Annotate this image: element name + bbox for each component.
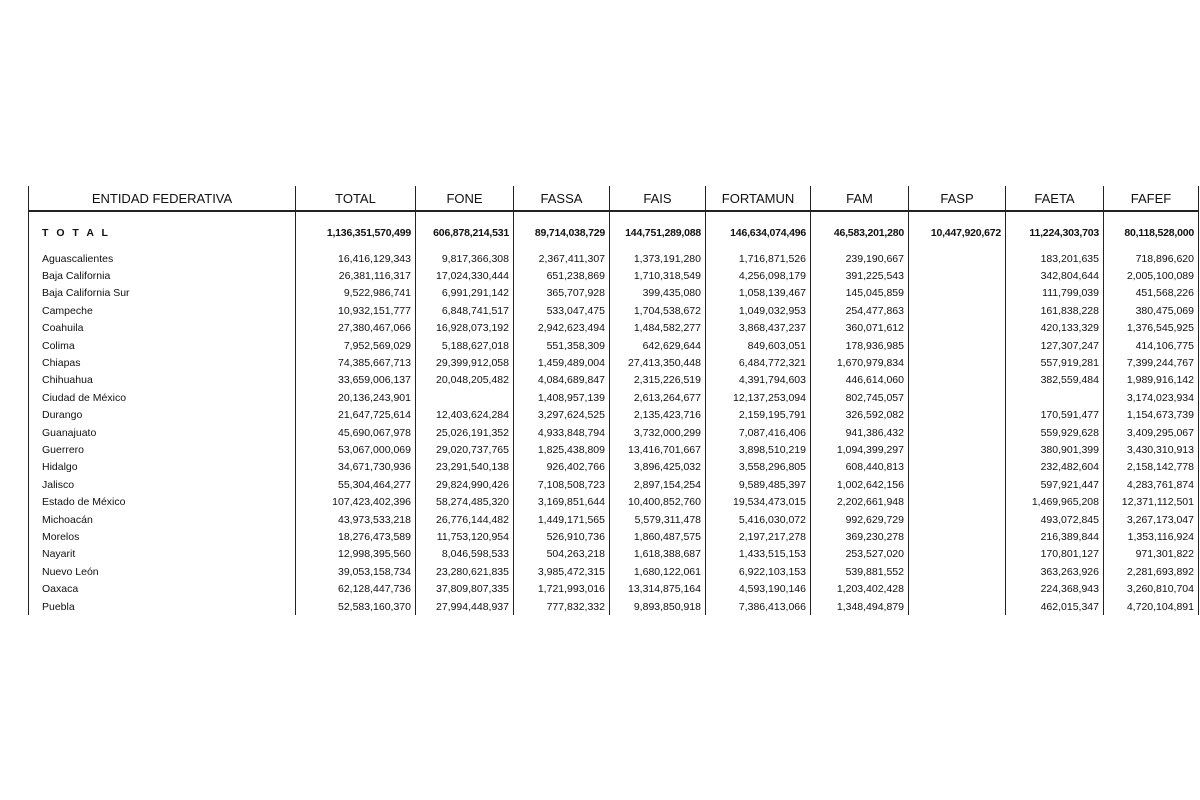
table-row [29, 563, 1199, 580]
value-cell: 9,589,485,397 [706, 476, 811, 493]
state-name-cell: Colima [29, 337, 296, 354]
state-name-cell: Nuevo León [29, 563, 296, 580]
value-cell: 4,391,794,603 [706, 372, 811, 389]
value-cell: 557,919,281 [1006, 354, 1104, 371]
value-cell: 3,868,437,237 [706, 320, 811, 337]
table-row [29, 528, 1199, 545]
value-cell: 1,433,515,153 [706, 546, 811, 563]
value-cell: 1,353,116,924 [1104, 528, 1199, 545]
value-cell: 20,048,205,482 [416, 372, 514, 389]
value-cell: 254,477,863 [811, 302, 909, 319]
value-cell: 446,614,060 [811, 372, 909, 389]
state-name-cell: Chihuahua [29, 372, 296, 389]
total-cell: 10,447,920,672 [909, 222, 1006, 244]
header-row [29, 186, 1199, 211]
value-cell: 111,799,039 [1006, 285, 1104, 302]
value-cell: 2,202,661,948 [811, 493, 909, 510]
state-name-cell: Campeche [29, 302, 296, 319]
state-name-cell: Jalisco [29, 476, 296, 493]
col-header-fam: FAM [811, 186, 909, 211]
value-cell: 43,973,533,218 [296, 511, 416, 528]
value-cell: 2,197,217,278 [706, 528, 811, 545]
total-cell: 46,583,201,280 [811, 222, 909, 244]
value-cell: 145,045,859 [811, 285, 909, 302]
value-cell: 1,484,582,277 [610, 320, 706, 337]
total-cell: 144,751,289,088 [610, 222, 706, 244]
value-cell: 20,136,243,901 [296, 389, 416, 406]
value-cell: 971,301,822 [1104, 546, 1199, 563]
value-cell [909, 511, 1006, 528]
value-cell: 183,201,635 [1006, 250, 1104, 267]
state-name-cell: Hidalgo [29, 459, 296, 476]
value-cell: 1,670,979,834 [811, 354, 909, 371]
value-cell: 2,897,154,254 [610, 476, 706, 493]
value-cell: 253,527,020 [811, 546, 909, 563]
value-cell: 29,824,990,426 [416, 476, 514, 493]
state-name-cell: Guerrero [29, 441, 296, 458]
table-row [29, 407, 1199, 424]
value-cell: 608,440,813 [811, 459, 909, 476]
value-cell: 992,629,729 [811, 511, 909, 528]
value-cell [909, 267, 1006, 284]
value-cell: 12,371,112,501 [1104, 493, 1199, 510]
value-cell: 4,084,689,847 [514, 372, 610, 389]
value-cell: 2,005,100,089 [1104, 267, 1199, 284]
table-row [29, 337, 1199, 354]
state-name-cell: Coahuila [29, 320, 296, 337]
table-row [29, 598, 1199, 615]
col-header-fone: FONE [416, 186, 514, 211]
value-cell [1006, 389, 1104, 406]
value-cell: 74,385,667,713 [296, 354, 416, 371]
value-cell: 8,046,598,533 [416, 546, 514, 563]
value-cell: 1,469,965,208 [1006, 493, 1104, 510]
value-cell: 7,952,569,029 [296, 337, 416, 354]
value-cell: 29,399,912,058 [416, 354, 514, 371]
value-cell: 1,721,993,016 [514, 580, 610, 597]
value-cell: 360,071,612 [811, 320, 909, 337]
value-cell: 39,053,158,734 [296, 563, 416, 580]
fund-allocation-document [28, 186, 1198, 615]
value-cell: 29,020,737,765 [416, 441, 514, 458]
total-cell: 80,118,528,000 [1104, 222, 1199, 244]
state-name-cell: Baja California [29, 267, 296, 284]
value-cell: 414,106,775 [1104, 337, 1199, 354]
value-cell: 1,203,402,428 [811, 580, 909, 597]
value-cell: 26,381,116,317 [296, 267, 416, 284]
value-cell: 1,704,538,672 [610, 302, 706, 319]
value-cell [909, 337, 1006, 354]
value-cell: 7,386,413,066 [706, 598, 811, 615]
fund-allocation-table [28, 186, 1199, 615]
value-cell [909, 250, 1006, 267]
value-cell: 6,991,291,142 [416, 285, 514, 302]
table-row [29, 250, 1199, 267]
value-cell [909, 546, 1006, 563]
value-cell: 1,373,191,280 [610, 250, 706, 267]
value-cell: 34,671,730,936 [296, 459, 416, 476]
value-cell: 52,583,160,370 [296, 598, 416, 615]
value-cell: 178,936,985 [811, 337, 909, 354]
value-cell: 363,263,926 [1006, 563, 1104, 580]
value-cell: 7,399,244,767 [1104, 354, 1199, 371]
value-cell [909, 320, 1006, 337]
value-cell: 3,260,810,704 [1104, 580, 1199, 597]
state-name-cell: Estado de México [29, 493, 296, 510]
value-cell: 16,928,073,192 [416, 320, 514, 337]
total-label: T O T A L [29, 222, 296, 244]
value-cell: 3,985,472,315 [514, 563, 610, 580]
value-cell: 1,408,957,139 [514, 389, 610, 406]
value-cell [909, 476, 1006, 493]
value-cell: 382,559,484 [1006, 372, 1104, 389]
value-cell: 2,135,423,716 [610, 407, 706, 424]
total-cell: 606,878,214,531 [416, 222, 514, 244]
value-cell [909, 424, 1006, 441]
value-cell: 224,368,943 [1006, 580, 1104, 597]
table-row [29, 424, 1199, 441]
value-cell: 3,409,295,067 [1104, 424, 1199, 441]
value-cell: 3,297,624,525 [514, 407, 610, 424]
value-cell: 19,534,473,015 [706, 493, 811, 510]
value-cell: 23,291,540,138 [416, 459, 514, 476]
value-cell: 4,593,190,146 [706, 580, 811, 597]
state-name-cell: Guanajuato [29, 424, 296, 441]
value-cell: 3,896,425,032 [610, 459, 706, 476]
value-cell [909, 528, 1006, 545]
value-cell: 3,732,000,299 [610, 424, 706, 441]
value-cell: 1,348,494,879 [811, 598, 909, 615]
state-name-cell: Oaxaca [29, 580, 296, 597]
value-cell: 13,314,875,164 [610, 580, 706, 597]
value-cell: 27,994,448,937 [416, 598, 514, 615]
value-cell: 12,137,253,094 [706, 389, 811, 406]
value-cell: 3,267,173,047 [1104, 511, 1199, 528]
value-cell: 62,128,447,736 [296, 580, 416, 597]
value-cell: 13,416,701,667 [610, 441, 706, 458]
value-cell: 539,881,552 [811, 563, 909, 580]
value-cell: 7,108,508,723 [514, 476, 610, 493]
value-cell: 21,647,725,614 [296, 407, 416, 424]
total-cell: 11,224,303,703 [1006, 222, 1104, 244]
value-cell: 1,716,871,526 [706, 250, 811, 267]
value-cell: 551,358,309 [514, 337, 610, 354]
value-cell: 37,809,807,335 [416, 580, 514, 597]
value-cell: 391,225,543 [811, 267, 909, 284]
value-cell: 493,072,845 [1006, 511, 1104, 528]
state-name-cell: Aguascalientes [29, 250, 296, 267]
col-header-fortamun: FORTAMUN [706, 186, 811, 211]
value-cell: 451,568,226 [1104, 285, 1199, 302]
value-cell: 420,133,329 [1006, 320, 1104, 337]
value-cell: 1,680,122,061 [610, 563, 706, 580]
value-cell: 9,817,366,308 [416, 250, 514, 267]
value-cell: 1,710,318,549 [610, 267, 706, 284]
value-cell [909, 493, 1006, 510]
value-cell: 58,274,485,320 [416, 493, 514, 510]
value-cell: 1,154,673,739 [1104, 407, 1199, 424]
value-cell: 170,801,127 [1006, 546, 1104, 563]
value-cell: 107,423,402,396 [296, 493, 416, 510]
state-name-cell: Durango [29, 407, 296, 424]
value-cell: 26,776,144,482 [416, 511, 514, 528]
table-row [29, 372, 1199, 389]
value-cell: 232,482,604 [1006, 459, 1104, 476]
value-cell: 9,893,850,918 [610, 598, 706, 615]
value-cell: 462,015,347 [1006, 598, 1104, 615]
table-row [29, 320, 1199, 337]
value-cell: 12,403,624,284 [416, 407, 514, 424]
value-cell: 1,989,916,142 [1104, 372, 1199, 389]
value-cell: 6,922,103,153 [706, 563, 811, 580]
value-cell: 3,430,310,913 [1104, 441, 1199, 458]
col-header-entidad: ENTIDAD FEDERATIVA [29, 186, 296, 211]
value-cell: 559,929,628 [1006, 424, 1104, 441]
col-header-fais: FAIS [610, 186, 706, 211]
value-cell: 2,159,195,791 [706, 407, 811, 424]
value-cell: 17,024,330,444 [416, 267, 514, 284]
value-cell: 2,158,142,778 [1104, 459, 1199, 476]
value-cell: 18,276,473,589 [296, 528, 416, 545]
value-cell: 1,825,438,809 [514, 441, 610, 458]
value-cell: 2,613,264,677 [610, 389, 706, 406]
value-cell: 10,400,852,760 [610, 493, 706, 510]
table-row [29, 493, 1199, 510]
table-row [29, 511, 1199, 528]
value-cell: 365,707,928 [514, 285, 610, 302]
value-cell: 25,026,191,352 [416, 424, 514, 441]
value-cell: 11,753,120,954 [416, 528, 514, 545]
table-row [29, 580, 1199, 597]
value-cell: 380,901,399 [1006, 441, 1104, 458]
value-cell: 1,094,399,297 [811, 441, 909, 458]
value-cell: 651,238,869 [514, 267, 610, 284]
value-cell: 2,281,693,892 [1104, 563, 1199, 580]
total-row [29, 222, 1199, 244]
value-cell [909, 441, 1006, 458]
state-name-cell: Chiapas [29, 354, 296, 371]
state-name-cell: Michoacán [29, 511, 296, 528]
value-cell: 1,376,545,925 [1104, 320, 1199, 337]
state-name-cell: Baja California Sur [29, 285, 296, 302]
value-cell: 16,416,129,343 [296, 250, 416, 267]
value-cell: 777,832,332 [514, 598, 610, 615]
value-cell: 533,047,475 [514, 302, 610, 319]
value-cell: 1,618,388,687 [610, 546, 706, 563]
value-cell [909, 598, 1006, 615]
value-cell [909, 563, 1006, 580]
value-cell: 5,579,311,478 [610, 511, 706, 528]
table-row [29, 389, 1199, 406]
value-cell: 3,169,851,644 [514, 493, 610, 510]
value-cell [416, 389, 514, 406]
value-cell: 380,475,069 [1104, 302, 1199, 319]
col-header-faeta: FAETA [1006, 186, 1104, 211]
value-cell: 161,838,228 [1006, 302, 1104, 319]
table-row [29, 459, 1199, 476]
value-cell: 504,263,218 [514, 546, 610, 563]
value-cell: 399,435,080 [610, 285, 706, 302]
value-cell: 23,280,621,835 [416, 563, 514, 580]
spacer-row [29, 211, 1199, 222]
value-cell: 33,659,006,137 [296, 372, 416, 389]
table-row [29, 302, 1199, 319]
value-cell: 1,449,171,565 [514, 511, 610, 528]
state-name-cell: Ciudad de México [29, 389, 296, 406]
value-cell: 597,921,447 [1006, 476, 1104, 493]
value-cell: 27,413,350,448 [610, 354, 706, 371]
value-cell: 4,256,098,179 [706, 267, 811, 284]
value-cell [909, 459, 1006, 476]
value-cell: 7,087,416,406 [706, 424, 811, 441]
value-cell: 5,188,627,018 [416, 337, 514, 354]
value-cell: 718,896,620 [1104, 250, 1199, 267]
value-cell: 3,898,510,219 [706, 441, 811, 458]
value-cell: 4,720,104,891 [1104, 598, 1199, 615]
value-cell: 4,933,848,794 [514, 424, 610, 441]
value-cell: 55,304,464,277 [296, 476, 416, 493]
col-header-fafef: FAFEF [1104, 186, 1199, 211]
value-cell: 1,049,032,953 [706, 302, 811, 319]
table-row [29, 354, 1199, 371]
value-cell: 27,380,467,066 [296, 320, 416, 337]
value-cell: 526,910,736 [514, 528, 610, 545]
value-cell [909, 407, 1006, 424]
value-cell: 369,230,278 [811, 528, 909, 545]
value-cell: 1,860,487,575 [610, 528, 706, 545]
value-cell [909, 285, 1006, 302]
table-row [29, 441, 1199, 458]
col-header-total: TOTAL [296, 186, 416, 211]
total-cell: 89,714,038,729 [514, 222, 610, 244]
value-cell: 2,367,411,307 [514, 250, 610, 267]
value-cell: 239,190,667 [811, 250, 909, 267]
value-cell [909, 389, 1006, 406]
table-row [29, 546, 1199, 563]
value-cell: 170,591,477 [1006, 407, 1104, 424]
table-row [29, 476, 1199, 493]
value-cell: 1,459,489,004 [514, 354, 610, 371]
value-cell [909, 354, 1006, 371]
value-cell: 926,402,766 [514, 459, 610, 476]
table-body [29, 211, 1199, 615]
col-header-fasp: FASP [909, 186, 1006, 211]
table-row [29, 267, 1199, 284]
value-cell: 342,804,644 [1006, 267, 1104, 284]
value-cell: 1,058,139,467 [706, 285, 811, 302]
value-cell: 3,558,296,805 [706, 459, 811, 476]
value-cell: 45,690,067,978 [296, 424, 416, 441]
value-cell: 6,484,772,321 [706, 354, 811, 371]
value-cell: 3,174,023,934 [1104, 389, 1199, 406]
value-cell: 53,067,000,069 [296, 441, 416, 458]
value-cell: 216,389,844 [1006, 528, 1104, 545]
value-cell [909, 580, 1006, 597]
value-cell [909, 372, 1006, 389]
state-name-cell: Morelos [29, 528, 296, 545]
value-cell: 326,592,082 [811, 407, 909, 424]
state-name-cell: Puebla [29, 598, 296, 615]
value-cell: 4,283,761,874 [1104, 476, 1199, 493]
value-cell: 12,998,395,560 [296, 546, 416, 563]
value-cell: 802,745,057 [811, 389, 909, 406]
value-cell: 5,416,030,072 [706, 511, 811, 528]
value-cell [909, 302, 1006, 319]
value-cell: 2,942,623,494 [514, 320, 610, 337]
value-cell: 1,002,642,156 [811, 476, 909, 493]
state-name-cell: Nayarit [29, 546, 296, 563]
value-cell: 941,386,432 [811, 424, 909, 441]
value-cell: 849,603,051 [706, 337, 811, 354]
value-cell: 2,315,226,519 [610, 372, 706, 389]
value-cell: 6,848,741,517 [416, 302, 514, 319]
value-cell: 9,522,986,741 [296, 285, 416, 302]
value-cell: 127,307,247 [1006, 337, 1104, 354]
total-cell: 146,634,074,496 [706, 222, 811, 244]
value-cell: 642,629,644 [610, 337, 706, 354]
value-cell: 10,932,151,777 [296, 302, 416, 319]
total-cell: 1,136,351,570,499 [296, 222, 416, 244]
table-row [29, 285, 1199, 302]
col-header-fassa: FASSA [514, 186, 610, 211]
